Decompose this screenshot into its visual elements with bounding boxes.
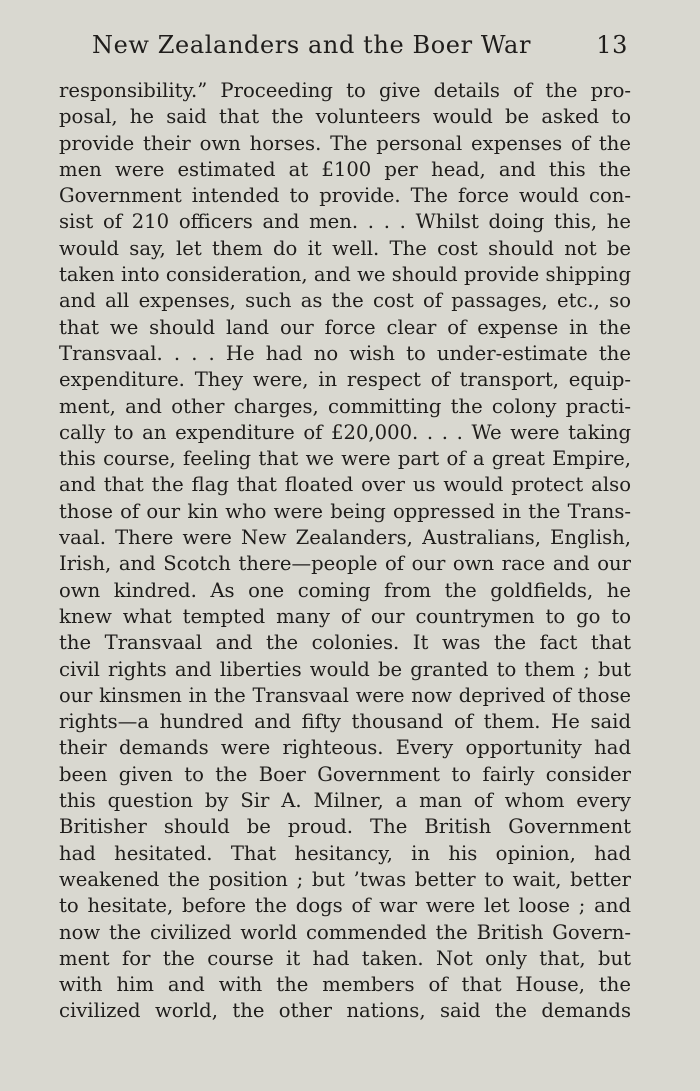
text-line: to hesitate, before the dogs of war were let loose ; and (59, 894, 631, 918)
text-line: the Transvaal and the colonies. It was the fact that (59, 631, 631, 655)
text-line: responsibility.” Proceeding to give details of the pro- (59, 79, 631, 102)
text-line: would say, let them do it well. The cost should not be (59, 236, 631, 260)
text-line: those of our kin who were being oppressed in the Trans- (59, 499, 631, 523)
running-head (92, 31, 630, 67)
text-line: civilized world, the other nations, said the demands (59, 999, 631, 1023)
text-line: been given to the Boer Government to fairly consider (59, 762, 631, 786)
text-line: weakened the position ; but ’twas better to wait, better (59, 867, 631, 891)
text-line: vaal. There were New Zealanders, Australians, English, (59, 526, 631, 550)
text-line: Irish, and Scotch there—people of our own race and our (59, 552, 631, 576)
text-line: that we should land our force clear of expense in the (59, 315, 631, 339)
text-line: knew what tempted many of our countrymen to go to (59, 604, 631, 628)
text-line: own kindred. As one coming from the goldfields, he (59, 578, 631, 602)
text-line: men were estimated at £100 per head, and this the (59, 157, 631, 181)
text-line: ment for the course it had taken. Not only that, but (59, 946, 631, 970)
text-line: this course, feeling that we were part of a great Empire, (59, 447, 631, 471)
body-text (59, 78, 631, 1025)
text-line: taken into consideration, and we should provide shipping (59, 263, 631, 287)
text-line: expenditure. They were, in respect of transport, equip- (59, 368, 631, 392)
text-line: posal, he said that the volunteers would be asked to (59, 105, 631, 129)
text-line: our kinsmen in the Transvaal were now deprived of those (59, 683, 631, 707)
text-line: cally to an expenditure of £20,000. . . . We were taking (59, 420, 631, 444)
text-line: Government intended to provide. The force would con- (59, 184, 631, 208)
text-line: their demands were righteous. Every opportunity had (59, 736, 631, 760)
text-line: provide their own horses. The personal expenses of the (59, 131, 631, 155)
text-line: civil rights and liberties would be granted to them ; but (59, 657, 631, 681)
text-line: now the civilized world commended the British Govern- (59, 920, 631, 944)
text-line: rights—a hundred and fifty thousand of them. He said (59, 710, 631, 734)
text-line: and that the flag that floated over us would protect also (59, 473, 631, 497)
text-line: sist of 210 officers and men. . . . Whilst doing this, he (59, 210, 631, 234)
text-line: ment, and other charges, committing the colony practi- (59, 394, 631, 418)
text-line: with him and with the members of that House, the (59, 973, 631, 997)
running-head-title: New Zealanders and the Boer War (92, 31, 532, 59)
page-number: 13 (596, 31, 628, 59)
text-line: had hesitated. That hesitancy, in his opinion, had (59, 841, 631, 865)
text-line: Transvaal. . . . He had no wish to under-estimate the (59, 341, 631, 365)
text-line: Britisher should be proud. The British Government (59, 815, 631, 839)
text-line: and all expenses, such as the cost of passages, etc., so (59, 289, 631, 313)
text-line: this question by Sir A. Milner, a man of whom every (59, 789, 631, 813)
